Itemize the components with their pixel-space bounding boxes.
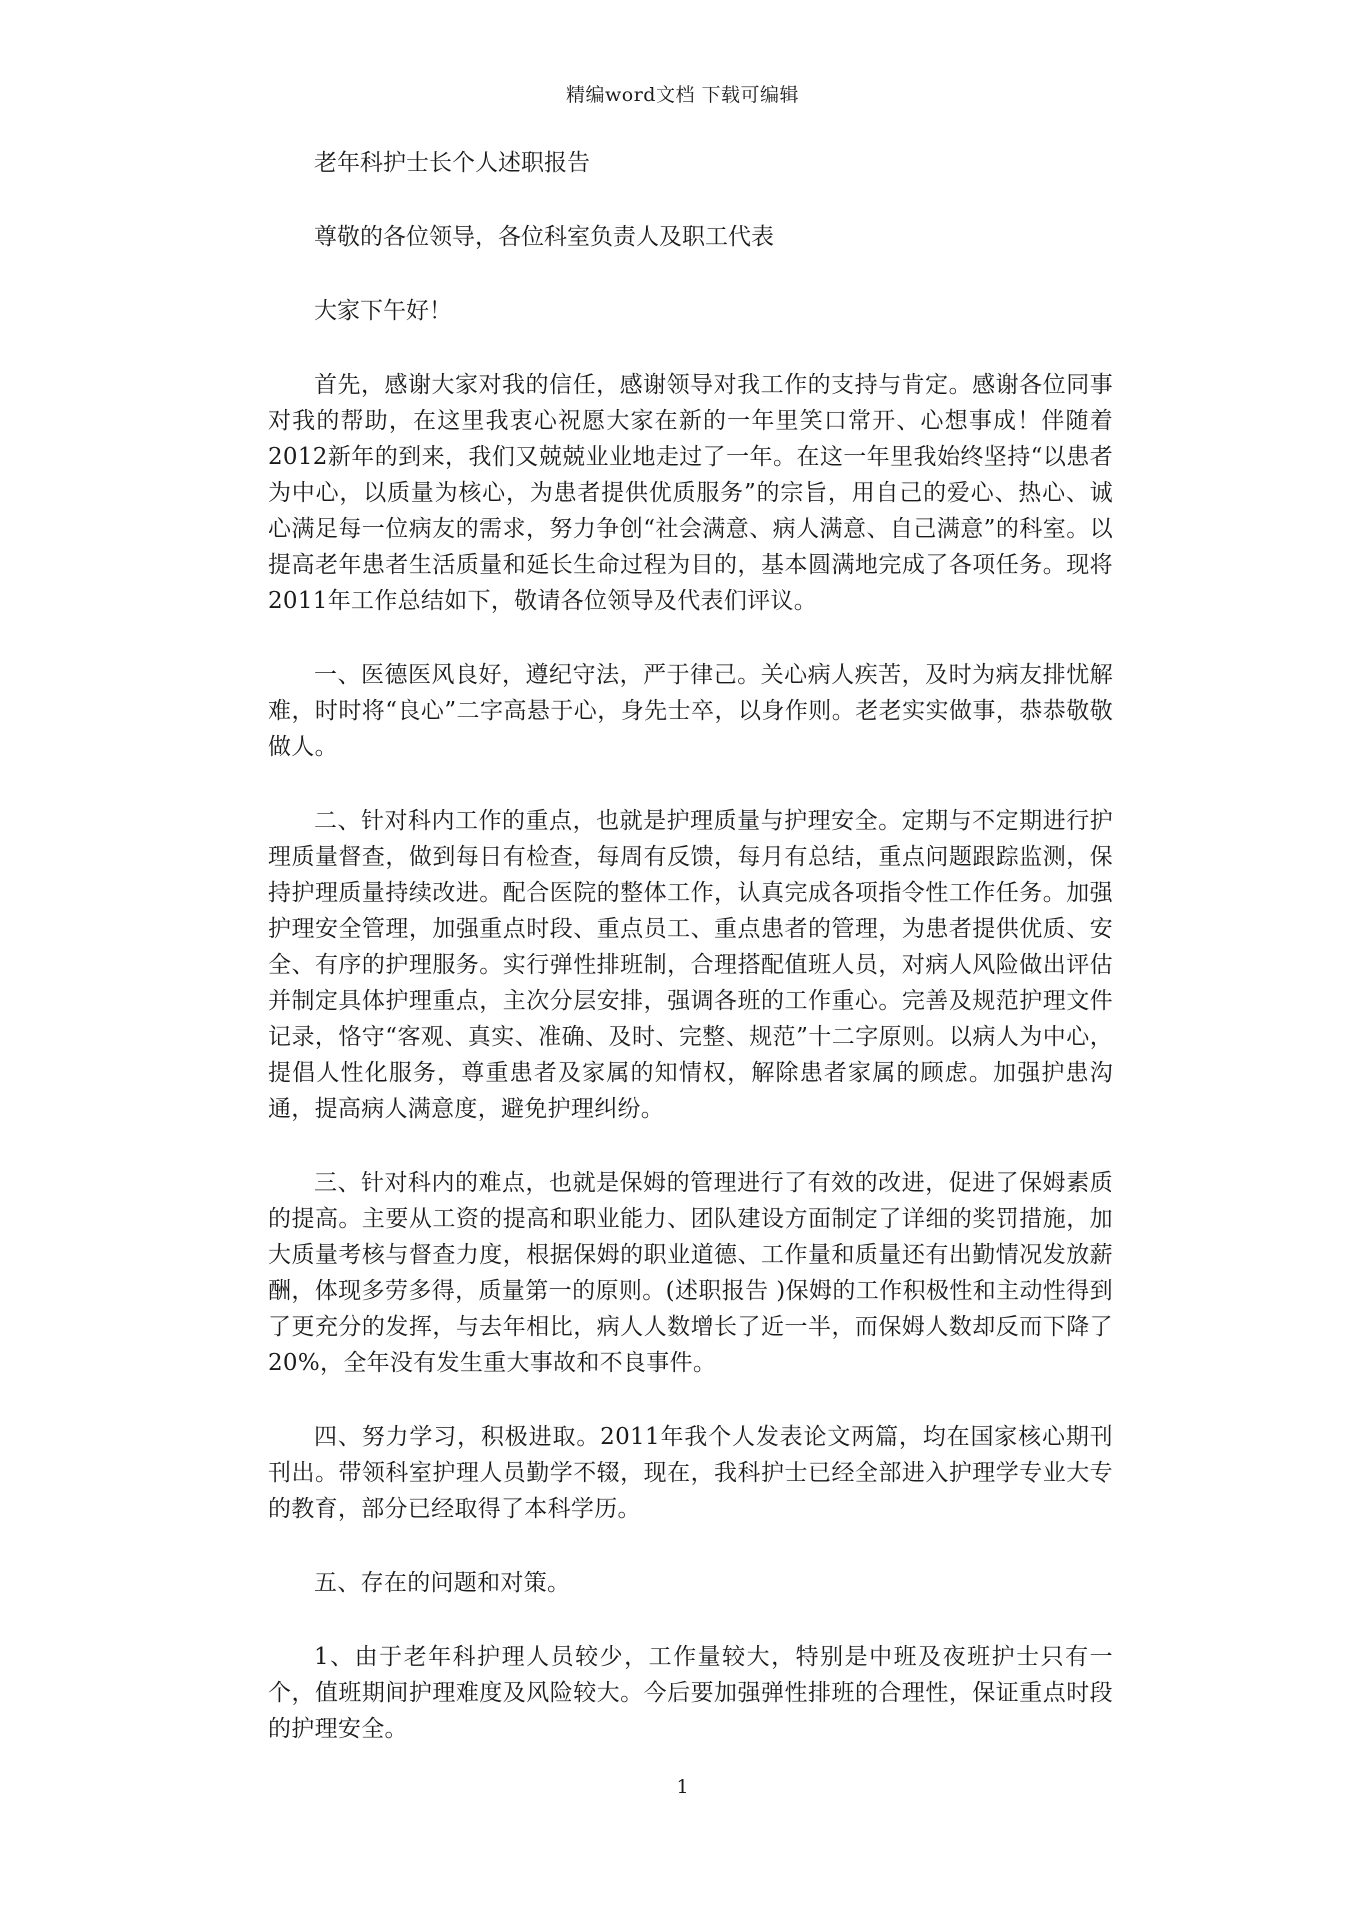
document-body xyxy=(268,145,1113,1785)
document-title: 老年科护士长个人述职报告 xyxy=(314,150,590,176)
paragraph-section-4: 四、努力学习，积极进取。2011年我个人发表论文两篇，均在国家核心期刊刊出。带领科室护理人员勤学不辍，现在，我科护士已经全部进入护理学专业大专的教育，部分已经取得了本科学历。 xyxy=(268,1424,1113,1522)
salutation: 尊敬的各位领导，各位科室负责人及职工代表 xyxy=(314,224,774,250)
paragraph-intro: 首先，感谢大家对我的信任，感谢领导对我工作的支持与肯定。感谢各位同事对我的帮助，在这里我衷心祝愿大家在新的一年里笑口常开、心想事成！伴随着2012新年的到来，我们又兢兢业业地走过了一年。在这一年里我始终坚持“以患者为中心，以质量为核心，为患者提供优质服务”的宗旨，用自己的爱心、热心、诚心满足每一位病友的需求，努力争创“社会满意、病人满意、自己满意”的科室。以提高老年患者生活质量和延长生命过程为目的，基本圆满地完成了各项任务。现将2011年工作总结如下，敬请各位领导及代表们评议。 xyxy=(268,372,1113,614)
greeting: 大家下午好！ xyxy=(314,298,452,324)
page-header: 精编word文档 下载可编辑 xyxy=(566,84,799,106)
page-number: 1 xyxy=(676,1776,689,1798)
paragraph-section-5-item-1: 1、由于老年科护理人员较少，工作量较大，特别是中班及夜班护士只有一个，值班期间护理难度及风险较大。今后要加强弹性排班的合理性，保证重点时段的护理安全。 xyxy=(268,1644,1113,1742)
paragraph-section-2: 二、针对科内工作的重点，也就是护理质量与护理安全。定期与不定期进行护理质量督查，做到每日有检查，每周有反馈，每月有总结，重点问题跟踪监测，保持护理质量持续改进。配合医院的整体工作，认真完成各项指令性工作任务。加强护理安全管理，加强重点时段、重点员工、重点患者的管理，为患者提供优质、安全、有序的护理服务。实行弹性排班制，合理搭配值班人员，对病人风险做出评估并制定具体护理重点，主次分层安排，强调各班的工作重心。完善及规范护理文件记录，恪守“客观、真实、准确、及时、完整、规范”十二字原则。以病人为中心，提倡人性化服务，尊重患者及家属的知情权，解除患者家属的顾虑。加强护患沟通，提高病人满意度，避免护理纠纷。 xyxy=(268,808,1113,1122)
paragraph-section-1: 一、医德医风良好，遵纪守法，严于律己。关心病人疾苦，及时为病友排忧解难，时时将“良心”二字高悬于心，身先士卒，以身作则。老老实实做事，恭恭敬敬做人。 xyxy=(268,662,1113,760)
paragraph-section-3: 三、针对科内的难点，也就是保姆的管理进行了有效的改进，促进了保姆素质的提高。主要从工资的提高和职业能力、团队建设方面制定了详细的奖罚措施，加大质量考核与督查力度，根据保姆的职业道德、工作量和质量还有出勤情况发放薪酬，体现多劳多得，质量第一的原则。(述职报告 )保姆的工作积极性和主动性得到了更充分的发挥，与去年相比，病人人数增长了近一半，而保姆人数却反而下降了20%，全年没有发生重大事故和不良事件。 xyxy=(268,1170,1113,1376)
paragraph-section-5-heading: 五、存在的问题和对策。 xyxy=(314,1570,571,1596)
